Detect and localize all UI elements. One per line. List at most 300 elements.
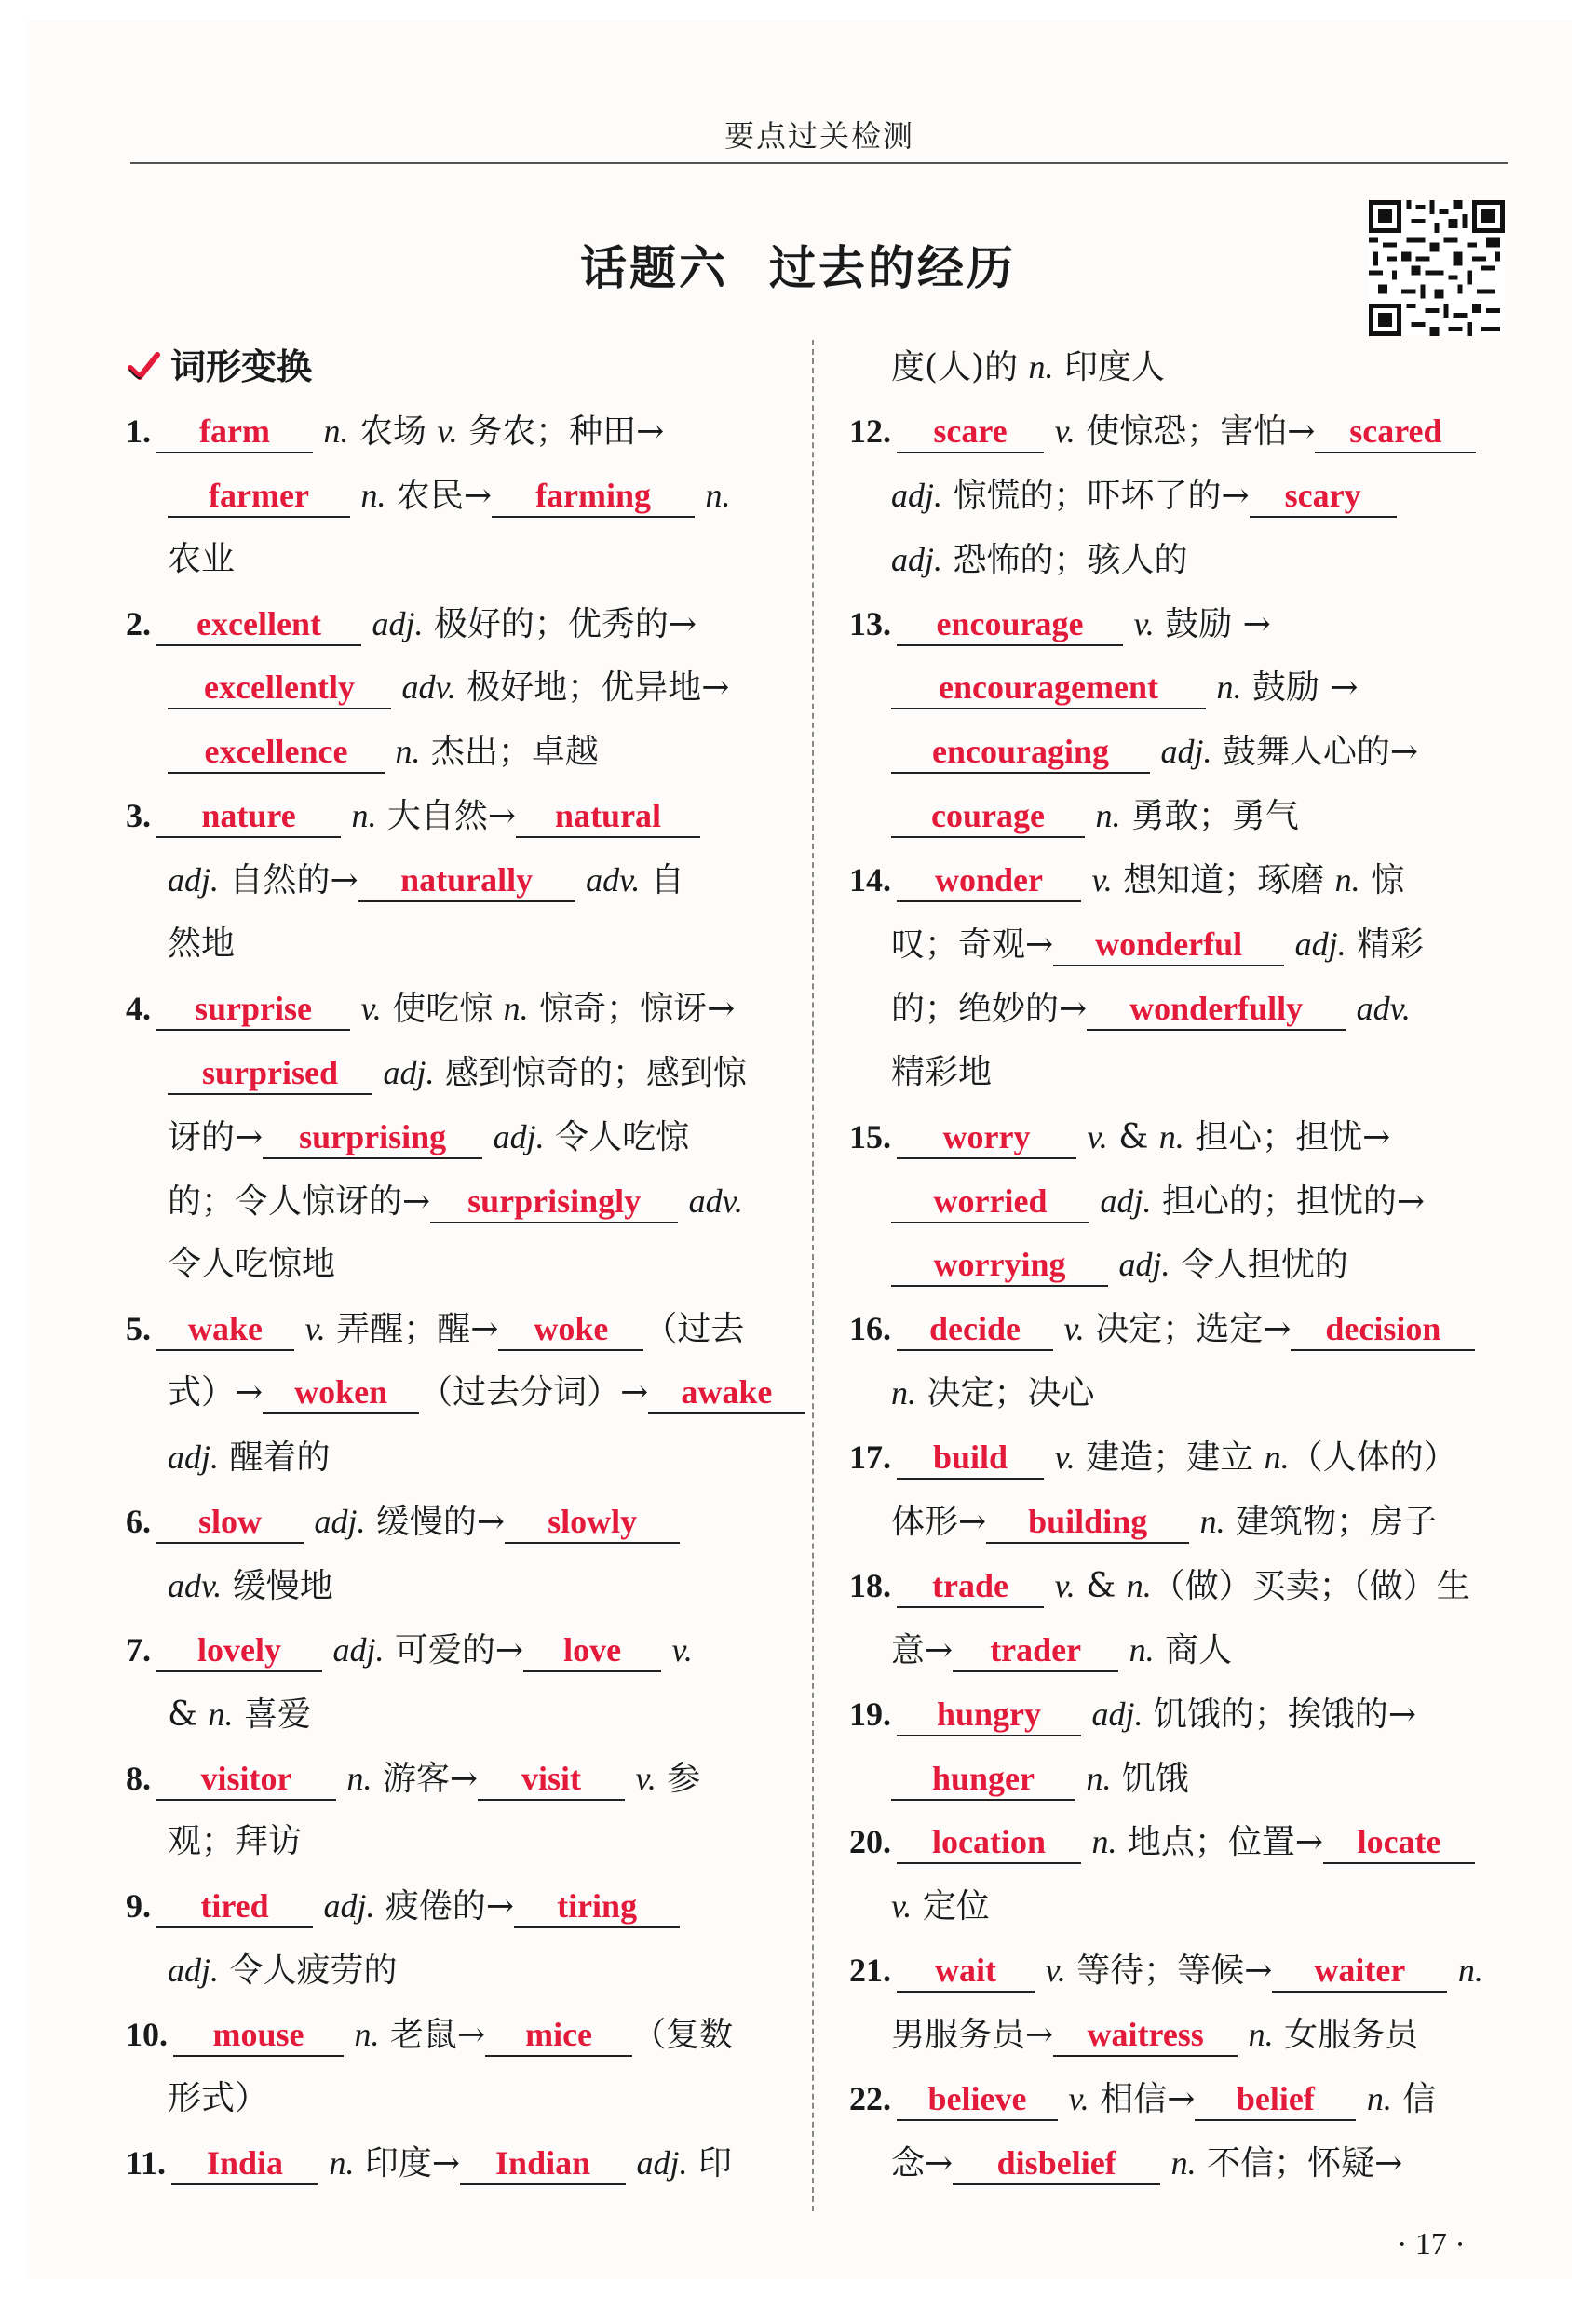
definition-text <box>361 605 372 643</box>
answer-blank[interactable]: natural <box>516 795 700 838</box>
answer-blank[interactable]: worry <box>897 1116 1076 1159</box>
part-of-speech: adj. <box>168 1439 220 1477</box>
definition-text: 担心；担忧→ <box>1183 1117 1391 1156</box>
definition-text: （做）买卖；（做）生 <box>1151 1566 1470 1605</box>
answer-blank[interactable]: believe <box>897 2078 1058 2121</box>
part-of-speech: adj. <box>891 540 943 578</box>
text-line <box>126 1297 782 1361</box>
answer-blank[interactable]: wake <box>156 1308 294 1351</box>
answer-blank[interactable]: trader <box>953 1629 1118 1672</box>
text-line <box>126 2131 782 2196</box>
text-line <box>849 335 1506 399</box>
answer-blank[interactable]: worrying <box>891 1244 1108 1287</box>
answer-blank[interactable]: waiter <box>1272 1950 1447 1993</box>
part-of-speech: n. <box>1334 861 1360 899</box>
answer-blank[interactable]: farming <box>492 475 695 518</box>
definition-text <box>1447 1952 1457 1990</box>
answer-blank[interactable]: woken <box>263 1371 419 1414</box>
text-line <box>126 1747 782 1811</box>
definition-text: 印 <box>687 2143 732 2182</box>
definition-text <box>1075 1760 1086 1798</box>
part-of-speech: adj. <box>636 2143 688 2182</box>
text-line <box>126 1169 782 1234</box>
part-of-speech: v. <box>1133 604 1155 642</box>
text-line <box>849 592 1506 656</box>
part-of-speech: adv. <box>586 861 641 899</box>
text-line <box>126 1361 782 1425</box>
part-of-speech: n. <box>1126 1566 1152 1604</box>
text-line <box>849 1297 1506 1361</box>
definition-text: 令人吃惊地 <box>168 1245 336 1284</box>
text-line <box>126 848 782 912</box>
text-line <box>126 1939 782 2003</box>
part-of-speech: v. <box>1091 861 1113 899</box>
item-number: 22. <box>849 2080 891 2118</box>
answer-blank[interactable]: scare <box>897 411 1044 453</box>
answer-blank[interactable]: locate <box>1323 1821 1475 1864</box>
part-of-speech: v. <box>304 1310 326 1348</box>
part-of-speech: adj. <box>383 1053 435 1091</box>
text-line <box>849 655 1506 720</box>
definition-text: 式）→ <box>168 1373 264 1412</box>
definition-text: 杰出；卓越 <box>420 733 599 772</box>
definition-text: 使惊恐；害怕→ <box>1075 412 1316 451</box>
part-of-speech: adj. <box>493 1117 545 1155</box>
definition-text <box>1108 1246 1118 1284</box>
definition-text <box>1044 412 1054 451</box>
answer-blank[interactable]: excellently <box>168 667 391 709</box>
text-line <box>126 1233 782 1297</box>
part-of-speech: v. <box>360 989 382 1027</box>
text-line <box>849 1810 1506 1874</box>
definition-text: 印度人 <box>1053 348 1165 386</box>
definition-text: 老鼠→ <box>379 2016 486 2055</box>
item-number: 20. <box>849 1823 891 1861</box>
definition-text: 疲倦的→ <box>374 1887 515 1926</box>
section-heading <box>126 335 782 399</box>
text-line <box>849 784 1506 848</box>
definition-text: 农业 <box>168 539 236 578</box>
item-number: 15. <box>849 1117 891 1155</box>
definition-text <box>391 669 401 707</box>
definition-text: 惊 <box>1359 861 1405 900</box>
definition-text: 喜爱 <box>233 1695 311 1734</box>
text-line <box>849 1682 1506 1747</box>
definition-text: 农场 <box>348 412 438 451</box>
definition-text: 可爱的→ <box>384 1630 524 1669</box>
definition-text <box>678 1182 688 1221</box>
part-of-speech: adj. <box>1294 926 1346 964</box>
part-of-speech: n. <box>1264 1439 1290 1477</box>
definition-text: 惊奇；惊讶→ <box>528 989 736 1028</box>
section-heading-text: 词形变换 <box>170 346 313 387</box>
text-line <box>126 912 782 977</box>
definition-text: 自然的→ <box>219 861 358 900</box>
part-of-speech: adj. <box>1160 733 1212 771</box>
answer-blank[interactable]: building <box>986 1501 1189 1544</box>
item-number: 17. <box>849 1439 891 1477</box>
definition-text <box>1206 669 1216 707</box>
part-of-speech: adv. <box>401 669 456 707</box>
text-line <box>849 464 1506 528</box>
definition-text: 建筑物；房子 <box>1224 1503 1438 1542</box>
answer-blank[interactable]: surprisingly <box>430 1181 678 1223</box>
definition-text: 担心的；担忧的→ <box>1151 1182 1426 1221</box>
item-number: 6. <box>126 1503 151 1541</box>
definition-text <box>1238 2016 1248 2054</box>
definition-text: 念→ <box>891 2143 954 2182</box>
definition-text <box>661 1631 671 1669</box>
part-of-speech: v. <box>1068 2080 1089 2118</box>
item-number: 11. <box>126 2143 167 2182</box>
definition-text: 决定；选定→ <box>1084 1310 1292 1349</box>
part-of-speech: v. <box>1063 1310 1085 1348</box>
definition-text <box>1118 1631 1129 1669</box>
definition-text: 使吃惊 <box>381 989 504 1028</box>
text-line <box>849 1490 1506 1554</box>
text-line <box>126 1682 782 1747</box>
page-number: · 17 · <box>1397 2227 1466 2262</box>
right-column <box>849 335 1506 2196</box>
definition-text <box>1085 797 1095 835</box>
answer-blank[interactable]: location <box>897 1821 1081 1864</box>
definition-text <box>344 2016 354 2054</box>
definition-text: 务农；种田→ <box>457 412 665 451</box>
definition-text: 不信；怀疑→ <box>1196 2143 1403 2182</box>
answer-blank[interactable]: encouraging <box>891 731 1150 774</box>
definition-text: 令人吃惊 <box>544 1117 690 1156</box>
answer-blank[interactable]: decision <box>1291 1308 1475 1351</box>
definition-text <box>318 2144 329 2182</box>
answer-blank[interactable]: Indian <box>460 2142 626 2185</box>
answer-blank[interactable]: surprised <box>168 1052 372 1095</box>
definition-text: 想知道；琢磨 <box>1112 861 1335 900</box>
part-of-speech: v. <box>1054 1566 1075 1604</box>
definition-text <box>1035 1952 1045 1990</box>
definition-text <box>626 2144 636 2182</box>
definition-text: 信 <box>1391 2080 1437 2119</box>
definition-text: 精彩 <box>1346 926 1425 965</box>
definition-text <box>1123 605 1133 643</box>
part-of-speech: n. <box>208 1695 234 1733</box>
answer-blank[interactable]: visitor <box>156 1758 336 1801</box>
definition-text: 令人疲劳的 <box>219 1952 398 1991</box>
definition-text: （人体的） <box>1289 1439 1457 1478</box>
item-number: 3. <box>126 797 151 835</box>
part-of-speech: v. <box>1054 1439 1075 1477</box>
answer-blank[interactable]: lovely <box>156 1629 322 1672</box>
definition-text <box>385 733 395 771</box>
definition-text: 缓慢的→ <box>365 1503 506 1542</box>
text-line <box>126 1490 782 1554</box>
item-number: 16. <box>849 1310 891 1348</box>
title-topic: 话题六 <box>580 241 728 295</box>
answer-blank[interactable]: naturally <box>358 859 575 902</box>
answer-blank[interactable]: surprise <box>156 988 350 1031</box>
definition-text <box>482 1118 493 1156</box>
definition-text <box>625 1760 635 1798</box>
definition-text <box>1058 2080 1068 2118</box>
definition-text: 鼓励 → <box>1154 604 1271 643</box>
definition-text: 定位 <box>912 1887 990 1926</box>
answer-blank[interactable]: excellent <box>156 603 361 646</box>
text-line <box>849 1361 1506 1425</box>
definition-text: 游客→ <box>372 1759 479 1798</box>
column-divider <box>812 340 814 2211</box>
text-line <box>849 1233 1506 1297</box>
page-title <box>0 231 1596 298</box>
answer-blank[interactable]: tiring <box>514 1885 680 1928</box>
definition-text <box>341 797 351 835</box>
text-line <box>126 1554 782 1618</box>
definition-text: & <box>1107 1117 1159 1156</box>
answer-blank[interactable]: courage <box>891 795 1085 838</box>
definition-text <box>1053 1310 1063 1348</box>
part-of-speech: n. <box>1216 669 1242 707</box>
text-line <box>849 2067 1506 2131</box>
answer-blank[interactable]: scary <box>1250 475 1397 518</box>
text-line <box>849 720 1506 784</box>
answer-blank[interactable]: nature <box>156 795 341 838</box>
item-number: 18. <box>849 1566 891 1604</box>
definition-text <box>372 1054 383 1092</box>
part-of-speech: n. <box>354 2016 380 2054</box>
answer-blank[interactable]: hungry <box>897 1694 1081 1736</box>
part-of-speech: n. <box>1129 1630 1155 1669</box>
item-number: 8. <box>126 1759 151 1797</box>
text-line <box>849 1169 1506 1234</box>
text-line <box>126 1105 782 1169</box>
part-of-speech: n. <box>1095 797 1121 835</box>
answer-blank[interactable]: build <box>897 1437 1044 1480</box>
definition-text: & <box>1075 1566 1127 1605</box>
definition-text: 商人 <box>1154 1630 1233 1669</box>
part-of-speech: v. <box>437 412 458 450</box>
text-line <box>849 1874 1506 1939</box>
definition-text: 的；令人惊讶的→ <box>168 1182 431 1221</box>
part-of-speech: v. <box>891 1887 913 1925</box>
definition-text: 体形→ <box>891 1503 987 1542</box>
definition-text: 建造；建立 <box>1075 1439 1265 1478</box>
definition-text <box>336 1760 346 1798</box>
definition-text: 大自然→ <box>376 797 517 836</box>
definition-text <box>1189 1503 1199 1541</box>
answer-blank[interactable]: encourage <box>897 603 1123 646</box>
checkmark-icon <box>126 349 161 385</box>
definition-text: 然地 <box>168 925 236 964</box>
part-of-speech: n. <box>329 2143 355 2182</box>
definition-text: 观；拜访 <box>168 1822 303 1861</box>
part-of-speech: n. <box>351 797 377 835</box>
item-number: 2. <box>126 604 151 642</box>
item-number: 4. <box>126 989 151 1027</box>
part-of-speech: n. <box>1457 1952 1483 1990</box>
answer-blank[interactable]: excellence <box>168 731 385 774</box>
definition-text: 精彩地 <box>891 1052 993 1091</box>
definition-text <box>1081 1823 1091 1861</box>
definition-text: 感到惊奇的；感到惊 <box>434 1053 747 1092</box>
answer-blank[interactable]: slow <box>156 1501 304 1544</box>
answer-blank[interactable]: wait <box>897 1950 1035 1993</box>
part-of-speech: n. <box>891 1374 916 1412</box>
item-number: 12. <box>849 412 891 450</box>
definition-text: 勇敢；勇气 <box>1120 797 1299 836</box>
part-of-speech: n. <box>1158 1117 1184 1155</box>
answer-blank[interactable]: slowly <box>505 1501 680 1544</box>
part-of-speech: adj. <box>168 861 220 899</box>
text-line <box>126 1425 782 1490</box>
definition-text <box>1346 990 1356 1028</box>
text-line <box>849 1425 1506 1490</box>
answer-blank[interactable]: disbelief <box>953 2142 1160 2185</box>
definition-text: 农民→ <box>385 476 493 515</box>
text-line <box>849 1939 1506 2003</box>
definition-text: 形式） <box>168 2079 269 2118</box>
part-of-speech: n. <box>1086 1759 1112 1797</box>
answer-blank[interactable]: decide <box>897 1308 1053 1351</box>
text-line <box>126 1810 782 1874</box>
answer-blank[interactable]: waitress <box>1053 2014 1238 2057</box>
answer-blank[interactable]: wonderful <box>1053 924 1284 966</box>
part-of-speech: n. <box>346 1759 372 1797</box>
text-line <box>849 1618 1506 1682</box>
definition-text: & <box>168 1695 209 1734</box>
item-number: 14. <box>849 861 891 899</box>
definition-text: （复数 <box>632 2016 734 2055</box>
title-subject: 过去的经历 <box>769 241 1016 295</box>
part-of-speech: adj. <box>1118 1246 1170 1284</box>
item-number: 10. <box>126 2016 168 2054</box>
answer-blank[interactable]: mouse <box>173 2014 344 2057</box>
definition-text: 相信→ <box>1089 2080 1196 2119</box>
item-number: 7. <box>126 1630 151 1669</box>
definition-text <box>1076 1118 1087 1156</box>
definition-text: 决定；决心 <box>916 1374 1095 1413</box>
part-of-speech: adj. <box>323 1887 375 1925</box>
text-line <box>849 912 1506 977</box>
part-of-speech: adj. <box>332 1630 385 1669</box>
answer-blank[interactable]: wonderfully <box>1087 988 1346 1031</box>
page-header: 要点过关检测 <box>130 110 1508 164</box>
definition-text: 的；绝妙的→ <box>891 989 1088 1028</box>
text-line <box>849 1105 1506 1169</box>
part-of-speech: adv. <box>688 1182 743 1220</box>
definition-text: 自 <box>640 861 684 900</box>
part-of-speech: adv. <box>1356 989 1411 1027</box>
answer-blank[interactable]: farmer <box>168 475 350 518</box>
definition-text: 讶的→ <box>168 1117 264 1156</box>
definition-text <box>1089 1182 1100 1221</box>
text-line <box>126 2067 782 2131</box>
answer-blank[interactable]: farm <box>156 411 313 453</box>
definition-text: 令人担忧的 <box>1170 1246 1348 1285</box>
definition-text <box>294 1310 304 1348</box>
definition-text: 惊慌的；吓坏了的→ <box>942 476 1250 515</box>
definition-text: 地点；位置→ <box>1116 1823 1324 1862</box>
part-of-speech: adj. <box>168 1952 220 1990</box>
definition-text <box>350 477 360 515</box>
part-of-speech: n. <box>1170 2143 1197 2182</box>
definition-text <box>313 412 323 451</box>
answer-blank[interactable]: tired <box>156 1885 313 1928</box>
text-line <box>126 1618 782 1682</box>
part-of-speech: adj. <box>891 476 943 514</box>
definition-text: （过去 <box>643 1310 745 1349</box>
definition-text: 恐怖的；骇人的 <box>942 540 1188 579</box>
item-number: 1. <box>126 412 151 450</box>
part-of-speech: n. <box>1366 2080 1392 2118</box>
item-number: 5. <box>126 1310 151 1348</box>
text-line <box>126 399 782 464</box>
definition-text <box>1044 1567 1054 1605</box>
answer-blank[interactable]: love <box>523 1629 661 1672</box>
definition-text <box>350 990 360 1028</box>
definition-text <box>575 861 586 899</box>
text-line <box>126 592 782 656</box>
answer-blank[interactable]: belief <box>1195 2078 1356 2121</box>
text-line <box>849 2131 1506 2196</box>
part-of-speech: adj. <box>314 1503 366 1541</box>
text-line <box>849 1554 1506 1618</box>
definition-text <box>1081 861 1091 899</box>
definition-text: 叹；奇观→ <box>891 926 1054 965</box>
part-of-speech: n. <box>395 733 421 771</box>
answer-blank[interactable]: worried <box>891 1181 1089 1223</box>
item-number: 9. <box>126 1887 151 1925</box>
part-of-speech: n. <box>323 412 349 450</box>
qr-code-icon <box>1369 200 1505 336</box>
part-of-speech: n. <box>1028 348 1054 385</box>
answer-blank[interactable]: awake <box>648 1371 805 1414</box>
answer-blank[interactable]: mice <box>485 2014 632 2057</box>
text-line <box>126 1874 782 1939</box>
answer-blank[interactable]: India <box>171 2142 318 2185</box>
text-line <box>849 528 1506 592</box>
text-line <box>126 784 782 848</box>
text-line <box>126 1041 782 1105</box>
text-line <box>849 977 1506 1041</box>
definition-text <box>1284 926 1294 964</box>
answer-blank[interactable]: hunger <box>891 1758 1075 1801</box>
answer-blank[interactable]: visit <box>478 1758 625 1801</box>
answer-blank[interactable]: wonder <box>897 859 1081 902</box>
text-line <box>126 655 782 720</box>
answer-blank[interactable]: surprising <box>263 1116 482 1159</box>
definition-text: 印度→ <box>354 2143 461 2182</box>
part-of-speech: adv. <box>168 1566 223 1604</box>
part-of-speech: v. <box>1045 1952 1066 1990</box>
text-line <box>126 2003 782 2067</box>
part-of-speech: n. <box>1091 1823 1117 1861</box>
definition-text: 等待；等候→ <box>1065 1952 1273 1991</box>
definition-text: （过去分词）→ <box>419 1373 649 1412</box>
definition-text: 极好的；优秀的→ <box>423 604 697 643</box>
left-column <box>126 335 782 2196</box>
text-line <box>849 399 1506 464</box>
part-of-speech: n. <box>503 989 529 1027</box>
definition-text: 女服务员 <box>1273 2016 1419 2055</box>
answer-blank[interactable]: woke <box>498 1308 643 1351</box>
text-line <box>126 464 782 528</box>
text-line <box>126 720 782 784</box>
definition-text: 参 <box>656 1759 701 1798</box>
definition-text: 度(人)的 <box>891 348 1029 386</box>
answer-blank[interactable]: trade <box>897 1565 1044 1608</box>
definition-text: 意→ <box>891 1630 954 1669</box>
answer-blank[interactable]: encouragement <box>891 667 1206 709</box>
text-line <box>849 1747 1506 1811</box>
answer-blank[interactable]: scared <box>1315 411 1476 453</box>
